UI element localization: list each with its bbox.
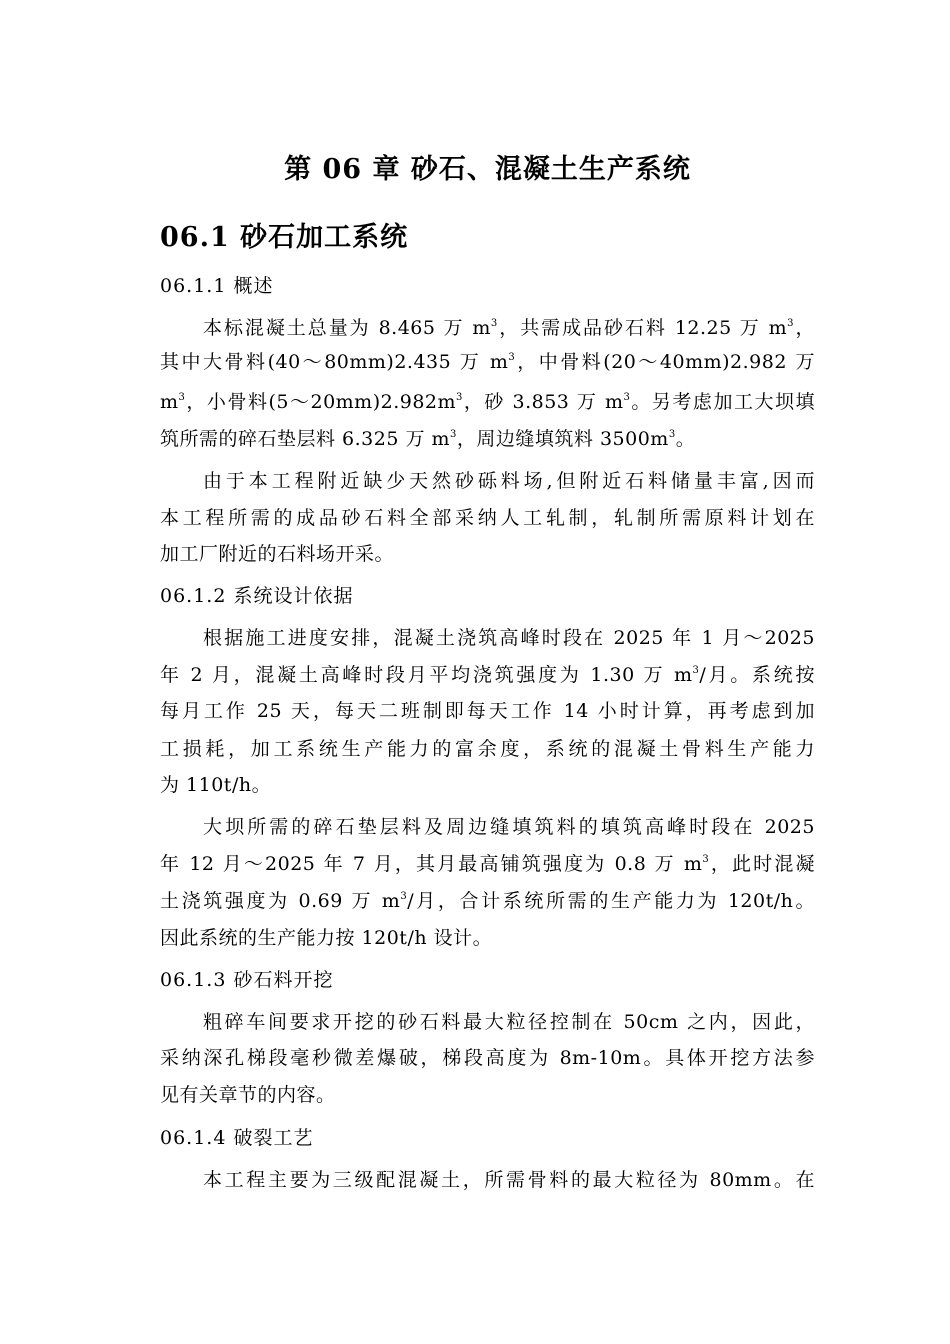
paragraph-line: 粗碎车间要求开挖的砂石料最大粒径控制在 50cm 之内，因此， (203, 1011, 815, 1033)
paragraph-line: 根据施工进度安排，混凝土浇筑高峰时段在 2025 年 1 月～2025 (203, 627, 815, 649)
paragraph-line: 年 12 月～2025 年 7 月，其月最高铺筑强度为 0.8 万 $m^3$，此时混凝 (160, 853, 815, 875)
subsection-heading-overview: 06.1.1 概述 (160, 275, 274, 297)
paragraph-line: 筑所需的碎石垫层料 6.325 万 $m^3$，周边缝填筑料 $3500m^3$。 (160, 428, 696, 450)
chapter-title: 第 06 章 砂石、混凝土生产系统 (284, 154, 691, 185)
paragraph-line: $m^3$，小骨料$(5\sim 20mm)2.982m^3$，砂 3.853 万 $m^3$。另考虑加工大坝填 (160, 391, 815, 413)
paragraph-line: 本标混凝土总量为 8.465 万 $m^3$，共需成品砂石料 12.25 万 $m^3$， (203, 317, 815, 339)
paragraph-line: 其中大骨料(40～80mm)2.435 万 $m^3$，中骨料(20～40mm)2.982 万 (160, 351, 815, 373)
paragraph-line: 采纳深孔梯段毫秒微差爆破，梯段高度为 8m-10m。具体开挖方法参 (160, 1047, 815, 1069)
subsection-heading-crushing-process: 06.1.4 破裂工艺 (160, 1127, 314, 1149)
paragraph-line: 每月工作 25 天，每天二班制即每天工作 14 小时计算，再考虑到加 (160, 700, 815, 722)
paragraph-line: 大坝所需的碎石垫层料及周边缝填筑料的填筑高峰时段在 2025 (203, 816, 815, 838)
paragraph-line: 年 2 月，混凝土高峰时段月平均浇筑强度为 1.30 万 $m^3/$月。系统按 (160, 664, 816, 686)
paragraph-line: 本工程主要为三级配混凝土，所需骨料的最大粒径为 80mm。在 (203, 1169, 815, 1191)
paragraph-line: 见有关章节的内容。 (160, 1084, 336, 1106)
paragraph-line: 加工厂附近的石料场开采。 (160, 543, 395, 565)
paragraph-line: 土浇筑强度为 0.69 万 $m^3/$月，合计系统所需的生产能力为 120t/h。 (160, 890, 815, 912)
section-title: 06.1 砂石加工系统 (160, 222, 409, 253)
subsection-heading-design-basis: 06.1.2 系统设计依据 (160, 585, 354, 607)
subsection-heading-excavation: 06.1.3 砂石料开挖 (160, 969, 334, 991)
paragraph-line: 由于本工程附近缺少天然砂砾料场,但附近石料储量丰富,因而 (203, 470, 815, 492)
paragraph-line: 本工程所需的成品砂石料全部采纳人工轧制，轧制所需原料计划在 (160, 507, 815, 529)
paragraph-line: 工损耗，加工系统生产能力的富余度，系统的混凝土骨料生产能力 (160, 738, 815, 760)
paragraph-line: 因此系统的生产能力按 120t/h 设计。 (160, 927, 493, 949)
paragraph-line: 为 110t/h。 (160, 774, 272, 796)
